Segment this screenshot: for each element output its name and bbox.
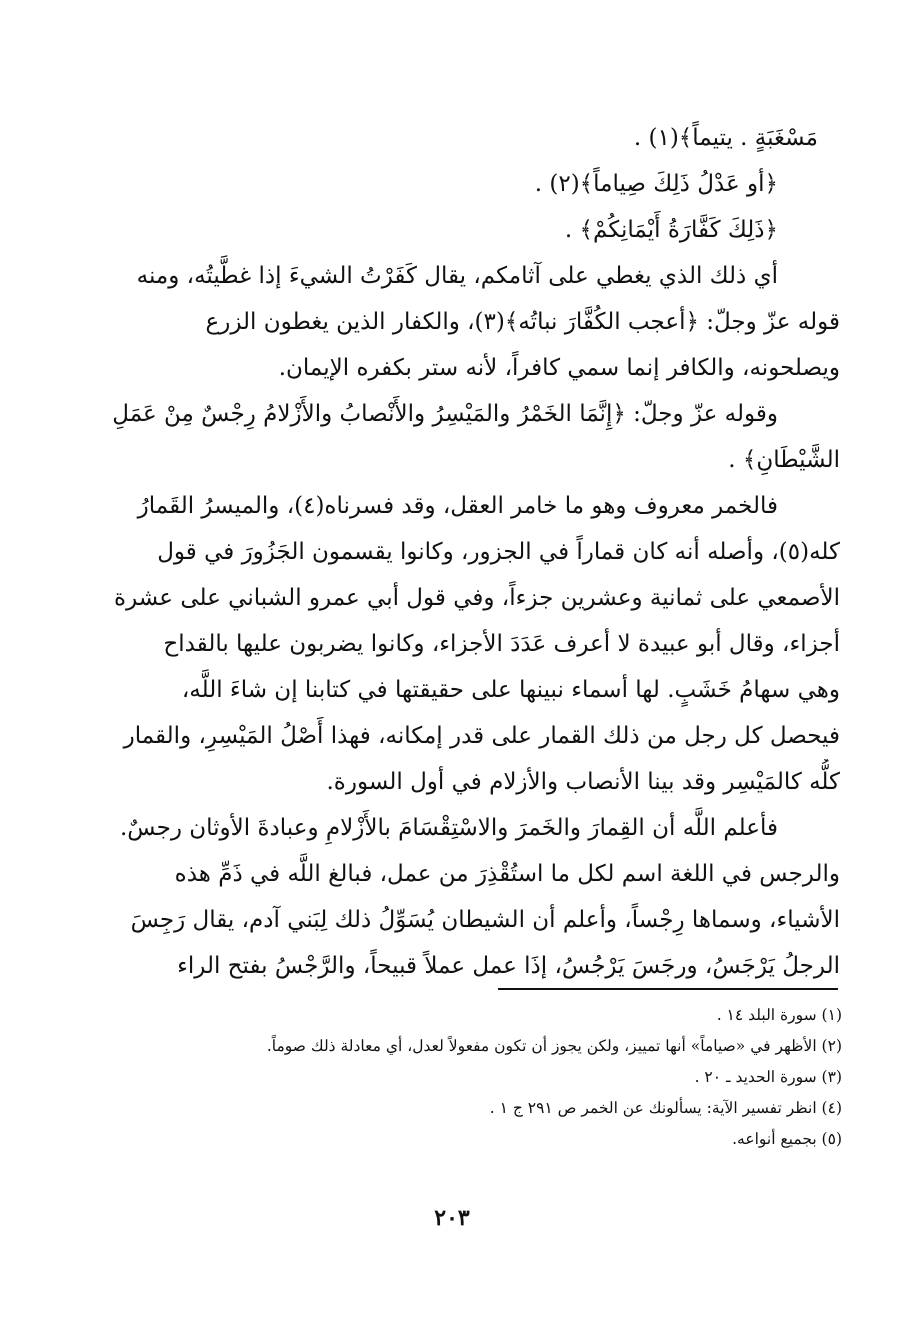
footnote: (٥) بجميع أنواعه. <box>732 1130 842 1148</box>
footnote: (٢) الأظهر في «صياماً» أنها تمييز، ولكن يجوز أن تكون مفعولاً لعدل، أي معادلة ذلك صوماً. <box>266 1037 842 1055</box>
text-line: فيحصل كل رجل من ذلك القمار على قدر إمكانه، فهذا أَصْلُ المَيْسِرِ، والقمار <box>123 723 840 749</box>
footnotes <box>160 1000 842 1155</box>
text-line: كله(٥)، وأصله أنه كان قماراً في الجزور، وكانوا يقسمون الجَزُورَ في قول <box>157 539 840 565</box>
footnote: (٣) سورة الحديد ـ ٢٠ . <box>694 1068 842 1086</box>
text-line: الأصمعي على ثمانية وعشرين جزءاً، وفي قول أبي عمرو الشباني على عشرة <box>114 585 840 611</box>
text-line: كلُّه كالمَيْسِر وقد بينا الأنصاب والأزلام في أول السورة. <box>326 769 840 795</box>
text-line: الأشياء، وسماها رِجْساً، وأعلم أن الشيطان يُسَوِّلُ ذلك لِبَني آدم، يقال رَجِسَ <box>130 907 840 933</box>
text-line: ويصلحونه، والكافر إنما سمي كافراً، لأنه ستر بكفره الإيمان. <box>278 355 840 381</box>
footnote-divider <box>498 988 838 990</box>
quran-verse-line: ﴿أو عَدْلُ ذَلِكَ صِياماً﴾(٢) . <box>534 171 778 197</box>
main-text <box>70 115 840 989</box>
paragraph-first-line: فالخمر معروف وهو ما خامر العقل، وقد فسرناه(٤)، والميسرُ القَمارُ <box>137 493 778 519</box>
text-line: الرجلُ يَرْجَسُ، ورجَسَ يَرْجُسُ، إذَا عمل عملاً قبيحاً، والرَّجْسُ بفتح الراء <box>177 953 840 979</box>
text-line: مَسْغَبَةٍ . يتيماً﴾(١) . <box>633 125 818 151</box>
quran-verse-line: ﴿ذَلِكَ كَفَّارَةُ أَيْمَانِكُمْ﴾ . <box>564 217 778 243</box>
paragraph-first-line: فأعلم اللَّه أن القِمارَ والخَمرَ والاسْتِقْسَامَ بالأَزْلامِ وعبادةَ الأوثان رجسٌ. <box>119 815 778 841</box>
footnote: (١) سورة البلد ١٤ . <box>716 1006 842 1024</box>
paragraph-first-line: أي ذلك الذي يغطي على آثامكم، يقال كَفَرْتُ الشيءَ إذا غطَّيتُه، ومنه <box>136 263 778 289</box>
footnote: (٤) انظر تفسير الآية: يسألونك عن الخمر ص ٢٩١ ج ١ . <box>489 1099 842 1117</box>
paragraph-first-line: وقوله عزّ وجلّ: ﴿إِنَّمَا الخَمْرُ والمَيْسِرُ والأَنْصابُ والأَزْلامُ رِجْسٌ مِنْ عَمَلِ <box>112 401 778 427</box>
page-number: ٢٠٣ <box>434 1205 470 1231</box>
text-line: الشَّيْطَانِ﴾ . <box>728 447 840 473</box>
text-line: والرجس في اللغة اسم لكل ما استُقْذِرَ من عمل، فبالغ اللَّه في ذَمِّ هذه <box>174 861 840 887</box>
text-line: وهي سهامُ خَشَبٍ. لها أسماء نبينها على حقيقتها في كتابنا إن شاءَ اللَّه، <box>181 677 840 703</box>
text-line: أجزاء، وقال أبو عبيدة لا أعرف عَدَدَ الأجزاء، وكانوا يضربون عليها بالقداح <box>163 631 840 657</box>
text-line: قوله عزّ وجلّ: ﴿أعجب الكُفَّارَ نباتُه﴾(٣)، والكفار الذين يغطون الزرع <box>205 309 840 335</box>
